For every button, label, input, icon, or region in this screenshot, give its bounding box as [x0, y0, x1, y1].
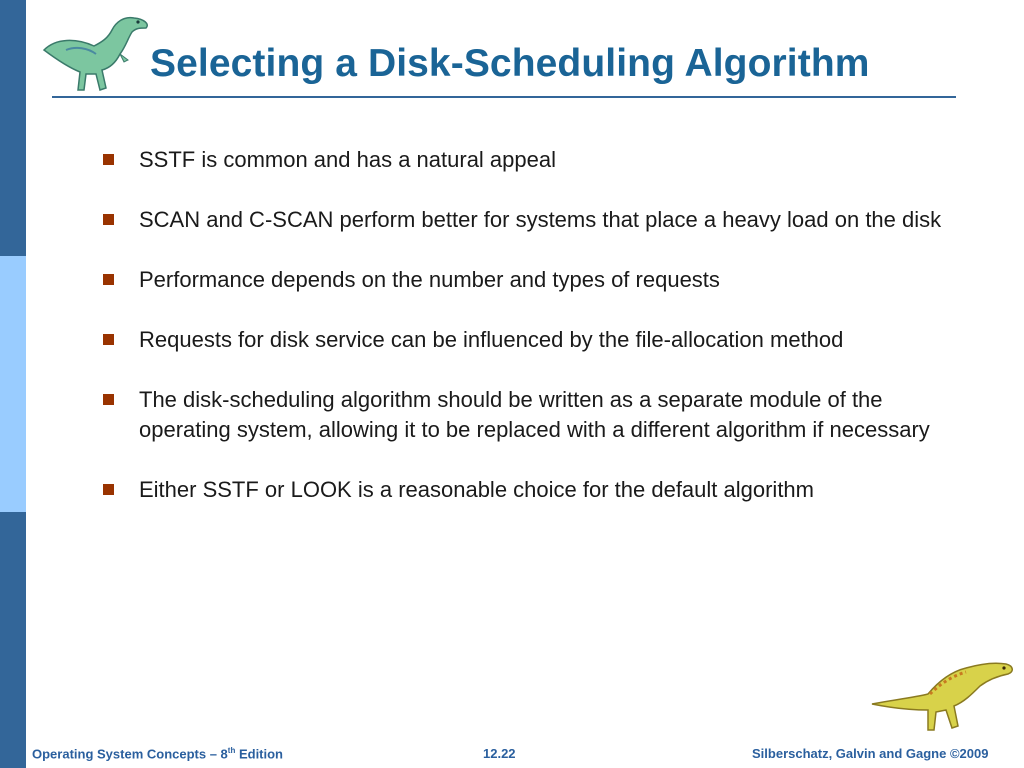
bullet-text: Requests for disk service can be influenced by the file-allocation method: [139, 327, 844, 352]
list-item: [100, 475, 960, 505]
bullet-list: [100, 145, 960, 535]
footer-page-number: 12.22: [483, 746, 516, 761]
left-stripe-middle: [0, 256, 26, 512]
bullet-text: Either SSTF or LOOK is a reasonable choice for the default algorithm: [139, 477, 814, 502]
square-bullet-icon: [103, 484, 114, 495]
square-bullet-icon: [103, 334, 114, 345]
title-divider: [52, 96, 956, 98]
list-item: [100, 205, 960, 235]
left-stripe-bottom: [0, 512, 26, 768]
footer-book-title: Operating System Concepts – 8th Edition: [32, 746, 284, 762]
footer-authors: Silberschatz, Galvin and Gagne ©2009: [752, 746, 989, 761]
list-item: [100, 325, 960, 355]
page-title: Selecting a Disk-Scheduling Algorithm: [150, 42, 870, 85]
square-bullet-icon: [103, 214, 114, 225]
bullet-text: SCAN and C-SCAN perform better for systems that place a heavy load on the disk: [139, 207, 942, 232]
square-bullet-icon: [103, 274, 114, 285]
list-item: [100, 265, 960, 295]
dinosaur-icon: [868, 654, 1018, 736]
square-bullet-icon: [103, 154, 114, 165]
left-stripe-top: [0, 0, 26, 256]
bullet-text: The disk-scheduling algorithm should be written as a separate module of the operating system, allowing it to be replaced with a different algorithm if necessary: [139, 387, 930, 442]
dinosaur-icon: [36, 8, 156, 96]
list-item: [100, 385, 960, 445]
bullet-text: SSTF is common and has a natural appeal: [139, 147, 557, 172]
bullet-text: Performance depends on the number and types of requests: [139, 267, 720, 292]
list-item: [100, 145, 960, 175]
square-bullet-icon: [103, 394, 114, 405]
